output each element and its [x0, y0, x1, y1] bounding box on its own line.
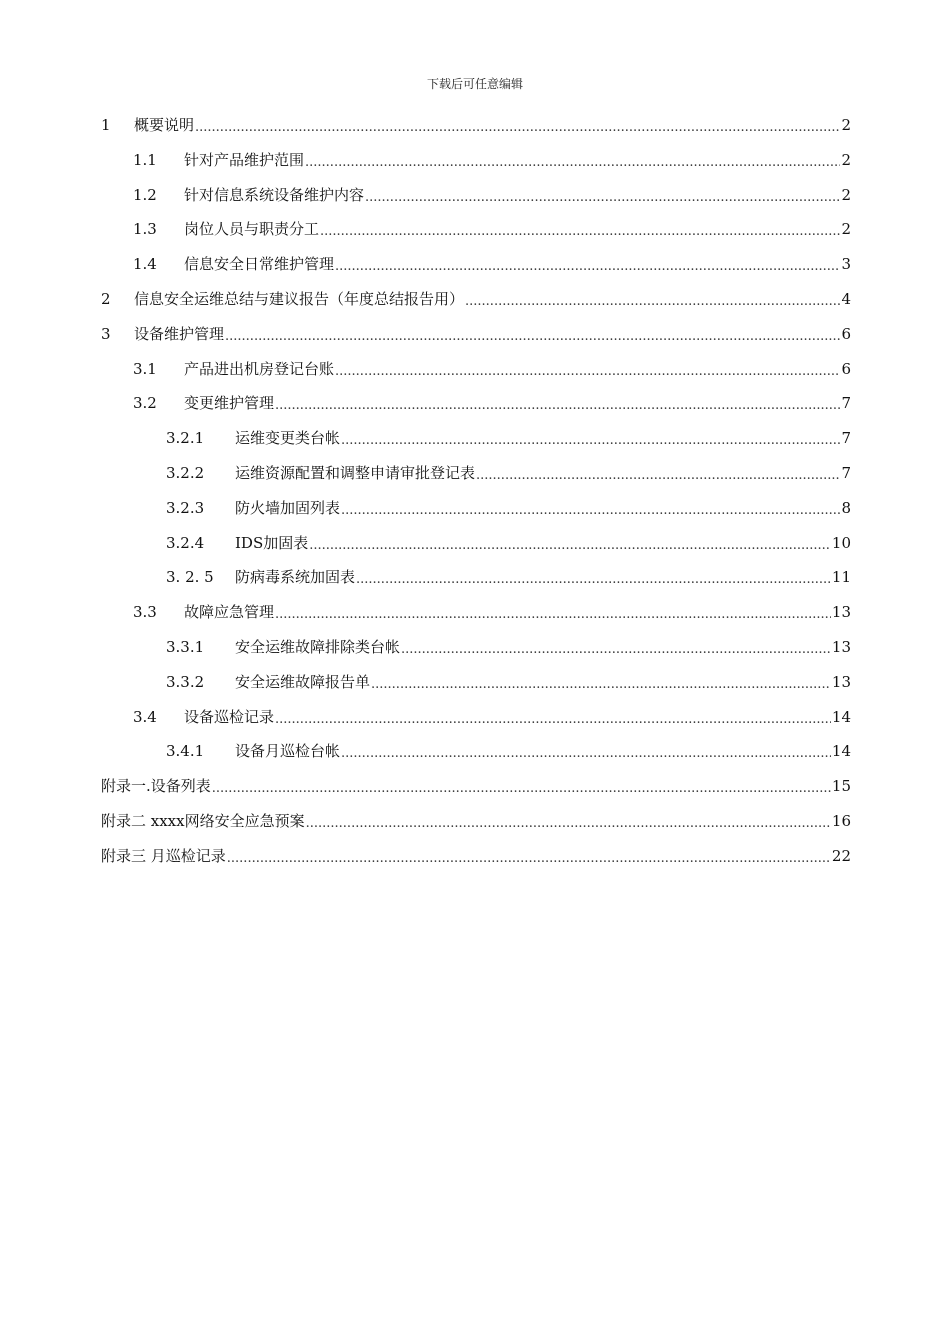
- toc-entry[interactable]: [101, 665, 851, 700]
- toc-entry[interactable]: [101, 178, 851, 213]
- toc-entry-number: 3.2.3: [166, 498, 205, 517]
- toc-dot-leader: [465, 283, 840, 320]
- toc-dot-leader: [275, 387, 840, 424]
- toc-entry-title: IDS加固表: [235, 533, 309, 552]
- toc-entry-page: 10: [831, 533, 851, 552]
- toc-entry-page: 7: [841, 463, 851, 482]
- toc-entry[interactable]: [101, 526, 851, 561]
- toc-entry-page: 14: [831, 707, 851, 726]
- toc-entry[interactable]: [101, 491, 851, 526]
- toc-entry[interactable]: [101, 247, 851, 282]
- toc-entry-page: 6: [841, 359, 851, 378]
- toc-entry-number: 3.3.2: [166, 672, 205, 691]
- page-header-note: 下载后可任意编辑: [426, 77, 523, 91]
- toc-entry-title: 针对信息系统设备维护内容: [184, 185, 365, 204]
- toc-entry-number: 1: [101, 116, 111, 134]
- toc-entry-number: 3.4: [133, 707, 157, 726]
- toc-entry-page: 15: [831, 777, 851, 796]
- toc-entry-number: 1.3: [133, 220, 157, 239]
- toc-entry-number: 1.2: [133, 185, 157, 204]
- toc-appendix-entry[interactable]: [101, 769, 851, 804]
- toc-entry-page: 3: [841, 255, 851, 274]
- toc-dot-leader: [212, 770, 831, 807]
- toc-entry-page: 2: [841, 185, 851, 204]
- toc-dot-leader: [305, 144, 840, 181]
- toc-dot-leader: [320, 213, 840, 250]
- toc-entry[interactable]: [101, 700, 851, 735]
- toc-entry-title: 安全运维故障排除类台帐: [235, 637, 401, 656]
- toc-entry-page: 6: [841, 324, 851, 343]
- toc-entry-title: 设备巡检记录: [184, 707, 275, 726]
- toc-entry-page: 8: [841, 498, 851, 517]
- toc-entry[interactable]: [101, 630, 851, 665]
- toc-entry-page: 16: [831, 811, 851, 830]
- toc-appendix-entry[interactable]: [101, 804, 851, 839]
- toc-dot-leader: [227, 840, 831, 877]
- toc-dot-leader: [309, 527, 831, 564]
- toc-appendix-entry[interactable]: [101, 839, 851, 874]
- toc-dot-leader: [341, 735, 831, 772]
- toc-entry-title: 防病毒系统加固表: [235, 568, 356, 587]
- toc-entry-title: 设备维护管理: [134, 324, 225, 343]
- toc-entry-number: 3.4.1: [166, 742, 205, 761]
- toc-entry-number: 3.3.1: [166, 637, 205, 656]
- toc-entry-page: 13: [831, 637, 851, 656]
- toc-entry-number: 3.2.1: [166, 429, 205, 448]
- toc-entry-title: 概要说明: [134, 116, 195, 134]
- toc-entry-title: 设备月巡检台帐: [235, 742, 341, 761]
- toc-entry-title: 信息安全日常维护管理: [184, 255, 335, 274]
- toc-entry-title: 故障应急管理: [184, 603, 275, 622]
- toc-dot-leader: [341, 422, 840, 459]
- toc-entry-title: 变更维护管理: [184, 394, 275, 413]
- toc-entry-number: 3.3: [133, 603, 157, 622]
- toc-entry[interactable]: [101, 421, 851, 456]
- toc-entry[interactable]: [101, 734, 851, 769]
- toc-entry-title: 岗位人员与职责分工: [184, 220, 320, 239]
- toc-entry-title: 运维变更类台帐: [235, 429, 341, 448]
- toc-entry-title: 附录一.设备列表: [101, 777, 211, 796]
- toc-entry-number: 3.2.2: [166, 463, 205, 482]
- toc-dot-leader: [476, 457, 840, 494]
- toc-entry-page: 22: [831, 846, 851, 865]
- toc-entry-page: 4: [841, 289, 851, 308]
- toc-entry-page: 13: [831, 603, 851, 622]
- toc-dot-leader: [335, 353, 840, 390]
- toc-entry-page: 2: [841, 220, 851, 239]
- toc-entry-title: 针对产品维护范围: [184, 150, 305, 169]
- toc-entry-page: 2: [841, 150, 851, 169]
- toc-dot-leader: [225, 318, 840, 355]
- toc-entry-number: 3: [101, 324, 111, 343]
- toc-entry-title: 产品进出机房登记台账: [184, 359, 335, 378]
- toc-dot-leader: [335, 248, 840, 285]
- toc-entry[interactable]: [101, 108, 851, 143]
- toc-entry-title: 附录二 xxxx网络安全应急预案: [101, 811, 305, 830]
- toc-dot-leader: [365, 179, 840, 216]
- toc-entry-number: 3. 2. 5: [166, 568, 214, 587]
- toc-dot-leader: [195, 109, 840, 146]
- toc-entry[interactable]: [101, 560, 851, 595]
- toc-entry-number: 3.2.4: [166, 533, 205, 552]
- toc-entry[interactable]: [101, 595, 851, 630]
- toc-dot-leader: [275, 596, 831, 633]
- toc-dot-leader: [275, 701, 831, 738]
- toc-entry-page: 14: [831, 742, 851, 761]
- toc-entry-number: 2: [101, 289, 111, 308]
- toc-entry-title: 信息安全运维总结与建议报告（年度总结报告用）: [134, 289, 465, 308]
- toc-entry-number: 3.2: [133, 394, 157, 413]
- toc-entry[interactable]: [101, 456, 851, 491]
- toc-entry[interactable]: [101, 386, 851, 421]
- toc-dot-leader: [401, 631, 831, 668]
- toc-entry[interactable]: [101, 317, 851, 352]
- toc-entry-title: 附录三 月巡检记录: [101, 846, 226, 865]
- toc-entry-page: 7: [841, 429, 851, 448]
- toc-entry[interactable]: [101, 282, 851, 317]
- table-of-contents: [101, 108, 851, 874]
- toc-entry-number: 1.4: [133, 255, 157, 274]
- toc-entry-title: 运维资源配置和调整申请审批登记表: [235, 463, 476, 482]
- toc-dot-leader: [306, 805, 831, 842]
- toc-dot-leader: [356, 561, 831, 598]
- toc-entry-page: 13: [831, 672, 851, 691]
- toc-dot-leader: [341, 492, 840, 529]
- toc-entry-page: 11: [831, 568, 851, 587]
- toc-entry-number: 3.1: [133, 359, 157, 378]
- toc-entry[interactable]: [101, 352, 851, 387]
- toc-entry[interactable]: [101, 212, 851, 247]
- toc-entry-page: 7: [841, 394, 851, 413]
- toc-dot-leader: [371, 666, 831, 703]
- toc-entry-number: 1.1: [133, 150, 157, 169]
- toc-entry[interactable]: [101, 143, 851, 178]
- toc-entry-title: 防火墙加固列表: [235, 498, 341, 517]
- toc-entry-page: 2: [841, 116, 851, 134]
- toc-entry-title: 安全运维故障报告单: [235, 672, 371, 691]
